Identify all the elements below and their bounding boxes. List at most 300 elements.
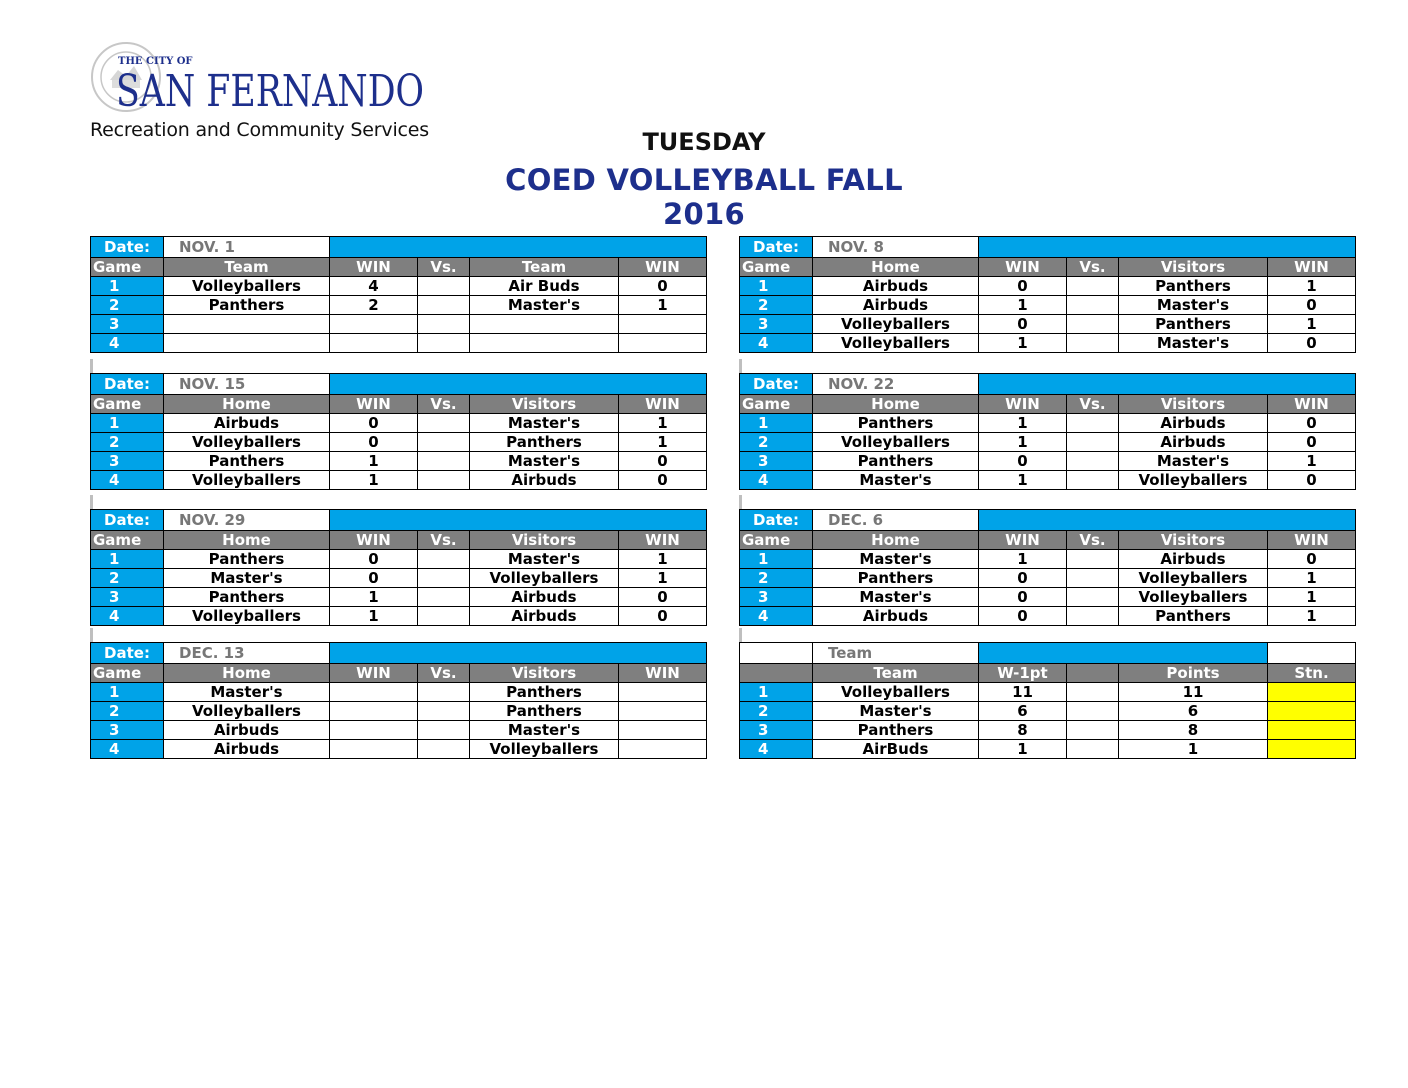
visitor-win <box>619 683 707 702</box>
blank-cell <box>1067 702 1119 721</box>
game-number: 4 <box>91 471 164 490</box>
home-win: 0 <box>979 569 1067 588</box>
standings-row <box>740 702 1356 721</box>
header-row <box>91 664 707 683</box>
game-number: 2 <box>91 433 164 452</box>
game-row <box>740 334 1356 353</box>
standings-label: Team <box>813 643 979 664</box>
vs-header: Vs. <box>418 664 470 683</box>
vs-cell <box>418 414 470 433</box>
home-team <box>164 315 330 334</box>
home-win-header: WIN <box>330 395 418 414</box>
date-banner <box>330 374 707 395</box>
game-row <box>740 471 1356 490</box>
game-number: 4 <box>740 607 813 626</box>
game-row <box>740 607 1356 626</box>
standings-header-row <box>740 664 1356 683</box>
home-team: Panthers <box>164 588 330 607</box>
standings-row <box>740 721 1356 740</box>
team-name: AirBuds <box>813 740 979 759</box>
city-logo <box>88 40 428 116</box>
game-number: 3 <box>91 721 164 740</box>
game-header: Game <box>740 531 813 550</box>
visitor-win: 1 <box>619 414 707 433</box>
date-row <box>91 510 707 531</box>
home-win: 0 <box>330 550 418 569</box>
visitor-win: 1 <box>1268 607 1356 626</box>
home-win: 0 <box>979 588 1067 607</box>
date-row <box>740 237 1356 258</box>
home-win-header: WIN <box>330 531 418 550</box>
visitor-win: 1 <box>1268 277 1356 296</box>
game-number: 4 <box>91 334 164 353</box>
vs-cell <box>418 569 470 588</box>
date-banner <box>330 237 707 258</box>
home-team: Airbuds <box>813 296 979 315</box>
game-row <box>740 588 1356 607</box>
rank-number: 3 <box>740 721 813 740</box>
vs-cell <box>418 315 470 334</box>
date-label: Date: <box>91 643 164 664</box>
row-separator <box>90 628 93 642</box>
vs-cell <box>1067 471 1119 490</box>
game-row <box>91 414 707 433</box>
department-name: Recreation and Community Services <box>90 119 429 141</box>
date-row <box>740 374 1356 395</box>
rank-number: 2 <box>740 702 813 721</box>
vs-cell <box>1067 452 1119 471</box>
game-number: 1 <box>740 414 813 433</box>
visitor-header: Visitors <box>1119 258 1268 277</box>
row-separator <box>739 495 742 509</box>
game-row <box>740 550 1356 569</box>
date-value: NOV. 8 <box>813 237 979 258</box>
game-row <box>91 471 707 490</box>
home-win-header: WIN <box>330 664 418 683</box>
team-name: Volleyballers <box>813 683 979 702</box>
home-team: Master's <box>813 588 979 607</box>
visitor-win: 1 <box>1268 569 1356 588</box>
visitor-win: 0 <box>619 452 707 471</box>
game-row <box>91 315 707 334</box>
day-heading: TUESDAY <box>642 128 766 156</box>
game-row <box>91 569 707 588</box>
home-win <box>330 315 418 334</box>
schedule-block <box>739 509 1356 626</box>
visitor-team: Master's <box>470 296 619 315</box>
game-row <box>91 721 707 740</box>
visitor-team: Master's <box>470 452 619 471</box>
home-team: Volleyballers <box>813 315 979 334</box>
game-header: Game <box>740 395 813 414</box>
visitor-win-header: WIN <box>619 664 707 683</box>
home-win-header: WIN <box>979 258 1067 277</box>
visitor-win: 0 <box>1268 334 1356 353</box>
game-number: 4 <box>91 607 164 626</box>
standings-corner-right <box>1268 643 1356 664</box>
vs-cell <box>418 702 470 721</box>
visitor-win: 0 <box>1268 414 1356 433</box>
blank-cell <box>1067 740 1119 759</box>
points-value: 6 <box>1119 702 1268 721</box>
date-value: NOV. 1 <box>164 237 330 258</box>
vs-header: Vs. <box>418 395 470 414</box>
visitor-win-header: WIN <box>619 258 707 277</box>
date-banner <box>979 374 1356 395</box>
points-value: 1 <box>1119 740 1268 759</box>
visitor-win: 1 <box>619 550 707 569</box>
vs-cell <box>418 296 470 315</box>
home-header: Home <box>813 395 979 414</box>
visitor-team: Airbuds <box>1119 550 1268 569</box>
team-name: Master's <box>813 702 979 721</box>
vs-cell <box>1067 588 1119 607</box>
vs-header: Vs. <box>1067 258 1119 277</box>
standings-corner <box>740 643 813 664</box>
vs-header: Vs. <box>1067 395 1119 414</box>
vs-cell <box>1067 414 1119 433</box>
vs-cell <box>418 721 470 740</box>
game-row <box>91 296 707 315</box>
visitor-win <box>619 334 707 353</box>
team-header: Team <box>813 664 979 683</box>
home-team: Panthers <box>164 452 330 471</box>
visitor-win: 0 <box>619 277 707 296</box>
home-win: 4 <box>330 277 418 296</box>
w1pt-header: W-1pt <box>979 664 1067 683</box>
home-team: Airbuds <box>164 740 330 759</box>
row-separator <box>90 495 93 509</box>
header-row <box>91 258 707 277</box>
visitor-win: 1 <box>619 433 707 452</box>
visitor-team: Panthers <box>470 433 619 452</box>
visitor-team: Airbuds <box>1119 414 1268 433</box>
date-label: Date: <box>740 510 813 531</box>
home-team: Panthers <box>813 414 979 433</box>
home-win-header: WIN <box>979 531 1067 550</box>
game-number: 4 <box>740 334 813 353</box>
home-win: 0 <box>979 607 1067 626</box>
home-win: 1 <box>979 334 1067 353</box>
game-number: 3 <box>91 588 164 607</box>
w1pt-value: 11 <box>979 683 1067 702</box>
visitor-win <box>619 315 707 334</box>
visitor-team <box>470 334 619 353</box>
game-row <box>91 702 707 721</box>
points-value: 11 <box>1119 683 1268 702</box>
visitor-team: Panthers <box>1119 607 1268 626</box>
home-win: 1 <box>979 296 1067 315</box>
visitor-header: Visitors <box>1119 395 1268 414</box>
home-team: Master's <box>164 683 330 702</box>
game-number: 3 <box>740 315 813 334</box>
date-label: Date: <box>91 374 164 395</box>
game-number: 4 <box>91 740 164 759</box>
visitor-win: 0 <box>619 607 707 626</box>
vs-header: Vs. <box>1067 531 1119 550</box>
visitor-team: Airbuds <box>470 471 619 490</box>
row-separator <box>739 628 742 642</box>
w1pt-value: 6 <box>979 702 1067 721</box>
standing-cell <box>1268 683 1356 702</box>
header-row <box>740 395 1356 414</box>
vs-cell <box>1067 433 1119 452</box>
game-number: 1 <box>740 277 813 296</box>
home-win: 0 <box>330 414 418 433</box>
home-win: 0 <box>979 452 1067 471</box>
home-team <box>164 334 330 353</box>
visitor-team: Volleyballers <box>1119 569 1268 588</box>
game-row <box>740 414 1356 433</box>
visitor-team: Master's <box>470 721 619 740</box>
standings-banner <box>979 643 1268 664</box>
standing-cell <box>1268 702 1356 721</box>
game-number: 1 <box>740 550 813 569</box>
date-label: Date: <box>91 237 164 258</box>
visitor-win: 0 <box>1268 433 1356 452</box>
home-win <box>330 740 418 759</box>
visitor-win-header: WIN <box>619 531 707 550</box>
visitor-team: Panthers <box>1119 315 1268 334</box>
date-banner <box>979 510 1356 531</box>
blank-header <box>1067 664 1119 683</box>
date-value: NOV. 29 <box>164 510 330 531</box>
home-win: 0 <box>330 569 418 588</box>
rank-header <box>740 664 813 683</box>
vs-cell <box>418 550 470 569</box>
vs-cell <box>1067 550 1119 569</box>
game-number: 2 <box>91 569 164 588</box>
visitor-win: 1 <box>1268 588 1356 607</box>
game-number: 1 <box>91 414 164 433</box>
game-number: 3 <box>740 588 813 607</box>
game-row <box>91 550 707 569</box>
home-win: 1 <box>330 471 418 490</box>
standings-table <box>739 642 1356 759</box>
home-team: Master's <box>164 569 330 588</box>
home-header: Home <box>164 531 330 550</box>
home-header: Home <box>813 258 979 277</box>
row-separator <box>739 359 742 373</box>
game-header: Game <box>91 258 164 277</box>
visitor-win: 0 <box>619 471 707 490</box>
game-row <box>91 683 707 702</box>
visitor-team: Master's <box>1119 296 1268 315</box>
date-row <box>91 374 707 395</box>
home-win: 1 <box>979 471 1067 490</box>
vs-cell <box>1067 334 1119 353</box>
game-row <box>91 588 707 607</box>
vs-header: Vs. <box>418 258 470 277</box>
home-win: 1 <box>330 607 418 626</box>
home-team: Volleyballers <box>164 433 330 452</box>
home-win <box>330 721 418 740</box>
blank-cell <box>1067 721 1119 740</box>
home-win: 1 <box>330 452 418 471</box>
vs-cell <box>418 471 470 490</box>
standings-row <box>740 683 1356 702</box>
home-team: Panthers <box>164 296 330 315</box>
game-number: 2 <box>91 296 164 315</box>
standings-label-row <box>740 643 1356 664</box>
schedule-block <box>90 509 707 626</box>
visitor-team: Volleyballers <box>470 740 619 759</box>
vs-cell <box>418 588 470 607</box>
game-number: 1 <box>91 277 164 296</box>
row-separator <box>90 359 93 373</box>
home-team: Master's <box>813 550 979 569</box>
visitor-win <box>619 721 707 740</box>
schedule-block <box>739 236 1356 353</box>
header-row <box>91 395 707 414</box>
home-win <box>330 702 418 721</box>
game-row <box>91 334 707 353</box>
visitor-team: Volleyballers <box>1119 588 1268 607</box>
date-label: Date: <box>740 237 813 258</box>
vs-header: Vs. <box>418 531 470 550</box>
blank-cell <box>1067 683 1119 702</box>
home-win: 2 <box>330 296 418 315</box>
home-team: Master's <box>813 471 979 490</box>
visitor-win: 0 <box>619 588 707 607</box>
visitor-team: Master's <box>1119 452 1268 471</box>
home-team: Volleyballers <box>813 433 979 452</box>
visitor-header: Visitors <box>470 395 619 414</box>
home-team: Airbuds <box>813 277 979 296</box>
game-row <box>91 452 707 471</box>
home-win: 0 <box>979 277 1067 296</box>
game-number: 2 <box>740 569 813 588</box>
date-row <box>91 237 707 258</box>
points-value: 8 <box>1119 721 1268 740</box>
game-row <box>91 433 707 452</box>
game-number: 3 <box>91 452 164 471</box>
game-header: Game <box>740 258 813 277</box>
vs-cell <box>1067 569 1119 588</box>
visitor-team <box>470 315 619 334</box>
game-row <box>740 452 1356 471</box>
game-number: 2 <box>740 296 813 315</box>
date-label: Date: <box>740 374 813 395</box>
logo-text-small: THE CITY OF <box>118 56 193 67</box>
visitor-header: Visitors <box>1119 531 1268 550</box>
stn-header: Stn. <box>1268 664 1356 683</box>
home-team: Volleyballers <box>164 471 330 490</box>
home-team: Panthers <box>813 569 979 588</box>
game-row <box>91 277 707 296</box>
visitor-win: 1 <box>1268 315 1356 334</box>
game-number: 3 <box>740 452 813 471</box>
visitor-header: Team <box>470 258 619 277</box>
vs-cell <box>1067 296 1119 315</box>
home-win: 1 <box>979 414 1067 433</box>
home-header: Home <box>164 395 330 414</box>
visitor-win: 1 <box>619 296 707 315</box>
vs-cell <box>1067 607 1119 626</box>
home-team: Volleyballers <box>164 702 330 721</box>
visitor-header: Visitors <box>470 531 619 550</box>
visitor-win-header: WIN <box>1268 395 1356 414</box>
visitor-win-header: WIN <box>1268 258 1356 277</box>
standing-cell <box>1268 740 1356 759</box>
game-number: 4 <box>740 471 813 490</box>
visitor-win-header: WIN <box>1268 531 1356 550</box>
home-win <box>330 334 418 353</box>
game-row <box>91 607 707 626</box>
home-win: 1 <box>330 588 418 607</box>
vs-cell <box>1067 277 1119 296</box>
home-team: Airbuds <box>164 721 330 740</box>
schedule-block <box>90 236 707 353</box>
vs-cell <box>418 740 470 759</box>
visitor-win: 1 <box>1268 452 1356 471</box>
game-header: Game <box>91 531 164 550</box>
w1pt-value: 8 <box>979 721 1067 740</box>
date-value: NOV. 22 <box>813 374 979 395</box>
home-team: Volleyballers <box>813 334 979 353</box>
home-win-header: WIN <box>330 258 418 277</box>
home-win-header: WIN <box>979 395 1067 414</box>
date-row <box>91 643 707 664</box>
home-team: Panthers <box>813 452 979 471</box>
schedule-block <box>739 373 1356 490</box>
visitor-team: Volleyballers <box>470 569 619 588</box>
vs-cell <box>418 683 470 702</box>
visitor-win: 0 <box>1268 296 1356 315</box>
visitor-team: Air Buds <box>470 277 619 296</box>
home-team: Volleyballers <box>164 277 330 296</box>
date-label: Date: <box>91 510 164 531</box>
date-banner <box>979 237 1356 258</box>
vs-cell <box>418 277 470 296</box>
visitor-team: Master's <box>470 550 619 569</box>
game-number: 3 <box>91 315 164 334</box>
game-row <box>740 277 1356 296</box>
logo-text-big: SAN FERNANDO <box>116 66 424 117</box>
home-win: 1 <box>979 550 1067 569</box>
game-row <box>740 315 1356 334</box>
game-number: 1 <box>91 550 164 569</box>
home-team: Volleyballers <box>164 607 330 626</box>
date-banner <box>330 510 707 531</box>
date-value: DEC. 6 <box>813 510 979 531</box>
header-row <box>740 258 1356 277</box>
points-header: Points <box>1119 664 1268 683</box>
home-win: 1 <box>979 433 1067 452</box>
game-row <box>91 740 707 759</box>
date-value: NOV. 15 <box>164 374 330 395</box>
team-name: Panthers <box>813 721 979 740</box>
visitor-win: 0 <box>1268 550 1356 569</box>
header-row <box>91 531 707 550</box>
game-number: 2 <box>91 702 164 721</box>
visitor-team: Panthers <box>470 702 619 721</box>
game-row <box>740 569 1356 588</box>
visitor-win-header: WIN <box>619 395 707 414</box>
w1pt-value: 1 <box>979 740 1067 759</box>
schedule-block <box>90 373 707 490</box>
visitor-header: Visitors <box>470 664 619 683</box>
visitor-team: Volleyballers <box>1119 471 1268 490</box>
visitor-win <box>619 702 707 721</box>
rank-number: 4 <box>740 740 813 759</box>
home-team: Airbuds <box>813 607 979 626</box>
vs-cell <box>418 452 470 471</box>
game-number: 2 <box>740 433 813 452</box>
home-header: Team <box>164 258 330 277</box>
visitor-win: 1 <box>619 569 707 588</box>
home-header: Home <box>164 664 330 683</box>
